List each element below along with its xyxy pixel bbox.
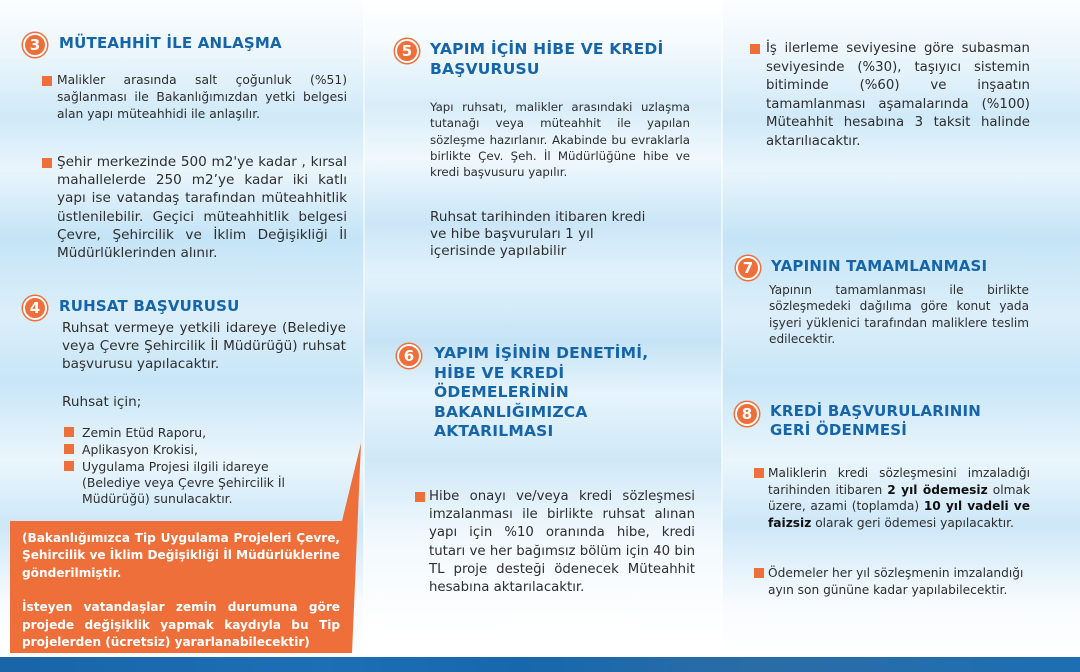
step-number-badge: 7 [736,256,760,280]
section-7-paragraph: Yapının tamamlanması ile birlikte sözleşmedeki dağılıma göre konut yada işyeri yüklenici tarafından maliklere teslim edilecektir. [769,283,1029,347]
section-title: YAPIM İŞİNİN DENETİMİ, HİBE VE KREDİ ÖDEMELERİNİN BAKANLIĞIMIZCA AKTARILMASI [434,344,649,440]
note-paragraph-2: İsteyen vatandaşlar zemin durumuna göre projede değişiklik yapmak kaydıyla bu Tip projelerden (ücretsiz) yararlanabilecektir) [22,600,340,650]
step-number-badge: 8 [735,402,759,426]
square-bullet-icon [42,158,52,168]
step-number-badge: 6 [397,344,421,368]
tip-project-note-box [0,521,366,655]
requirement-text: Zemin Etüd Raporu, [82,425,207,440]
note-paragraph-1: (Bakanlığımızca Tip Uygulama Projeleri Çevre, Şehircilik ve İklim Değişikliği İl Müdürlüklerine gönderilmiştir. [22,531,340,580]
bullet-text: Hibe onayı ve/veya kredi sözleşmesi imzalanması ile birlikte ruhsat alınan yapı için %10 oranında hibe, kredi tutarı ve her bağımsız bölüm için 40 bin TL proje desteği ödenecek Müteahhit hesabına aktarılacaktır. [429,489,695,596]
section-3-heading [23,33,282,57]
bullet-item [415,488,695,597]
step-number-badge: 3 [23,33,47,57]
square-bullet-icon [754,568,764,578]
section-4-intro-2: Ruhsat için; [62,394,142,410]
text-run: olmak üzere, azami (toplamda) [768,482,1031,514]
bullet-text: Şehir merkezinde 500 m2'ye kadar , kırsal mahallelerde 250 m2’ye kadar iki katlı yapı ise vatandaş tarafından müteahhitlik üstlenilebilir. Geçici müteahhitlik belgesi Çevre, Şehircilik ve İklim Değişikliği İl Müdürlüklerinden alınır. [57,154,347,262]
bullet-item [42,153,347,262]
bottom-bar [0,657,1080,672]
text-run: Maliklerin kredi sözleşmesini imzaladığı tarihinden itibaren [768,466,1030,497]
bullet-text: Malikler arasında salt çoğunluk (%51) sağlanması ile Bakanlığımızdan yetki belgesi alan yapı müteahhidi ile anlaşılır. [57,73,347,121]
section-title: RUHSAT BAŞVURUSU [59,297,240,315]
square-bullet-icon [750,44,760,54]
bullet-item [754,565,1030,598]
section-4-intro: Ruhsat vermeye yetkili idareye (Belediye veya Çevre Şehircilik İl Müdürüğü) ruhsat başvurusu yapılacaktır. [62,320,346,373]
bullet-item [754,465,1030,531]
square-bullet-icon [42,76,52,86]
section-5-deadline-note: Ruhsat tarihinden itibaren kredi ve hibe başvuruları 1 yıl içerisinde yapılabilir [430,209,646,259]
section-title: KREDİ BAŞVURULARININ GERİ ÖDENMESİ [770,402,982,439]
bullet-text: İş ilerleme seviyesine göre subasman seviyesinde (%30), taşıyıcı sistemin bitiminde (%60) ve inşaatın tamamlanması aşamalarında (%100) Müteahhit hesabına 3 taksit halinde aktarılıacaktır. [766,41,1030,149]
section-title: YAPIM İÇİN HİBE VE KREDİ BAŞVURUSU [430,40,664,78]
bullet-text: Ödemeler her yıl sözleşmenin imzalandığı ayın son gününe kadar yapılabilecektir. [768,566,1024,597]
bullet-item [750,40,1030,152]
section-4-heading [23,296,240,320]
note-text [22,530,340,651]
requirement-text: Uygulama Projesi ilgili idareye (Belediye veya Çevre Şehircilik İl Müdürüğü) sunulacaktır. [82,459,285,506]
square-bullet-icon [415,492,425,502]
section-5-heading [395,39,663,79]
section-title: MÜTEAHHİT İLE ANLAŞMA [59,34,282,52]
section-6-heading [397,344,648,442]
requirement-text: Aplikasyon Krokisi, [82,442,198,457]
section-title: YAPININ TAMAMLANMASI [771,257,988,275]
step-number-badge: 4 [23,296,47,320]
section-8-heading [735,402,981,440]
fold-line [721,0,723,657]
section-5-paragraph: Yapı ruhsatı, malikler arasındaki uzlaşma tutanağı veya müteahhit ile yapılan sözleşme hazırlanır. Akabinde bu evraklarla birlikte Çev. Şeh. İl Müdürlüğüne hibe ve kredi başvusuru yapılır. [430,100,690,180]
text-run: olarak geri ödemesi yapılacaktır. [811,515,1014,530]
emphasis-term: 10 yıl vadeli ve faizsiz [768,499,1030,530]
square-bullet-icon [754,468,764,478]
square-bullet-icon [64,427,74,437]
bullet-text [754,465,1030,531]
section-7-heading [736,256,987,280]
step-number-badge: 5 [395,39,419,63]
emphasis-grace-period: 2 yıl ödemesiz [887,482,988,497]
bullet-item [42,72,347,122]
